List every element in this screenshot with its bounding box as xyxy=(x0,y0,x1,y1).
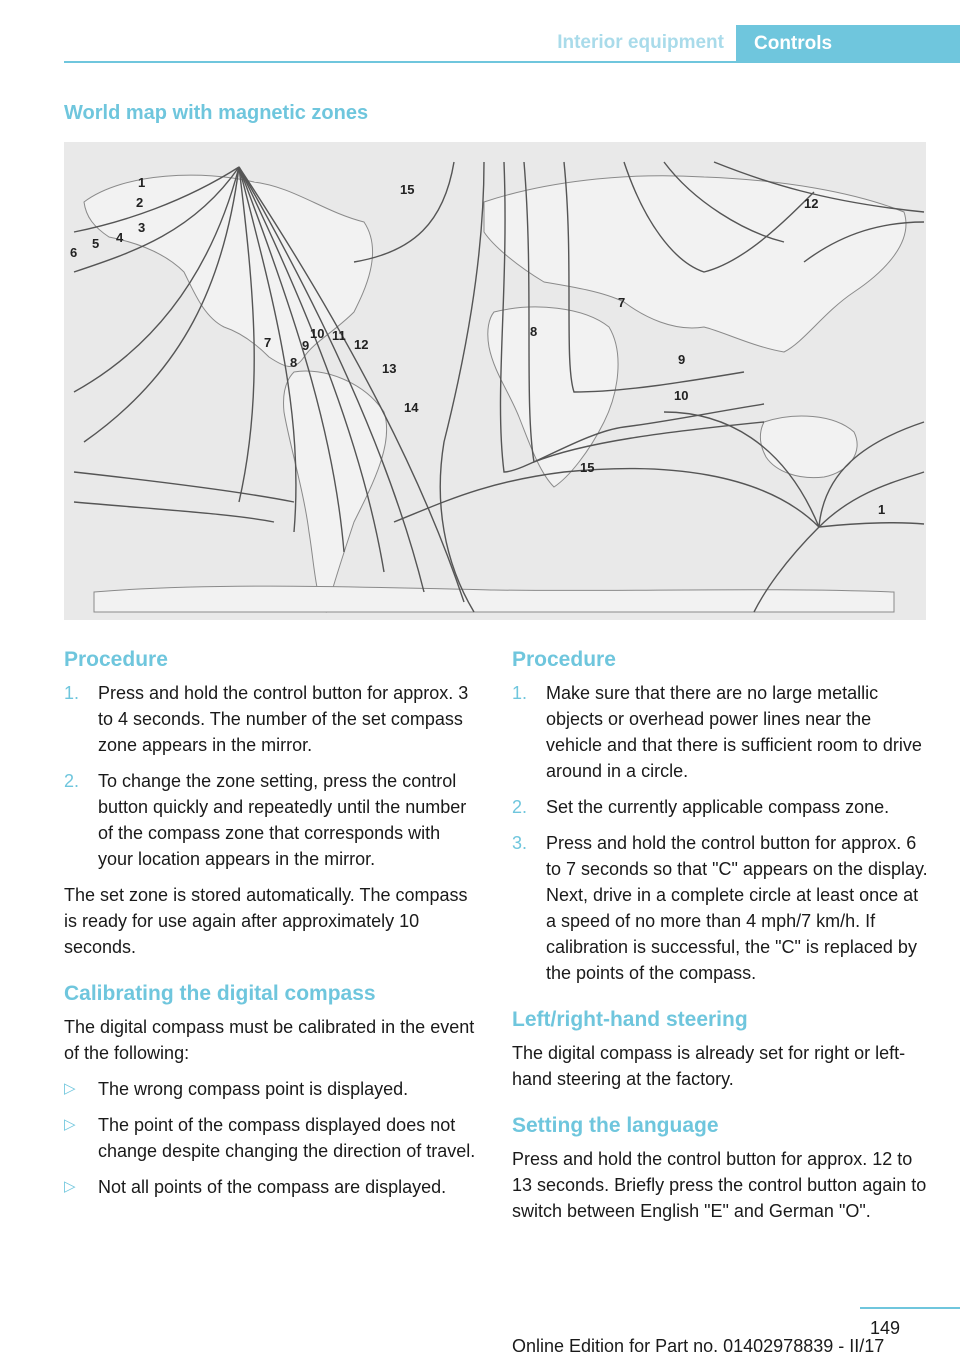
stored-paragraph: The set zone is stored automatically. The compass is ready for use again after approximately 10 seconds. xyxy=(64,885,468,957)
bullet-triangle-icon: ▷ xyxy=(64,1116,76,1133)
bullet-text: Not all points of the compass are displayed. xyxy=(98,1177,447,1197)
zone-label-8-africa: 8 xyxy=(530,324,538,339)
zone-label-5: 5 xyxy=(92,236,100,251)
header-chapter-tab: Controls xyxy=(736,25,960,62)
bullet-triangle-icon: ▷ xyxy=(64,1178,76,1195)
zone-label-15: 15 xyxy=(400,182,415,197)
antarctica-shape xyxy=(94,586,894,612)
calibrate-bullet xyxy=(64,1112,480,1164)
left-column xyxy=(64,646,480,1210)
zone-label-14: 14 xyxy=(404,400,419,415)
zone-label-8: 8 xyxy=(290,355,298,370)
bullet-text: The wrong compass point is displayed. xyxy=(98,1079,409,1099)
step-number: 1. xyxy=(512,683,528,703)
step-number: 1. xyxy=(64,683,80,703)
australia-shape xyxy=(760,416,857,478)
right-procedure-step xyxy=(512,680,928,784)
calibrate-intro: The digital compass must be calibrated in the event of the following: xyxy=(64,1017,475,1063)
language-paragraph: Press and hold the control button for approx. 12 to 13 seconds. Briefly press the control button again to switch between English "E" and German "O". xyxy=(512,1149,927,1221)
zone-label-7-eurasia: 7 xyxy=(618,295,626,310)
right-column xyxy=(512,646,928,1230)
zone-label-10-indian: 10 xyxy=(674,388,689,403)
step-text: Set the currently applicable compass zone. xyxy=(546,797,890,817)
left-procedure-step xyxy=(64,680,480,758)
zone-label-2: 2 xyxy=(136,195,144,210)
south-america-shape xyxy=(283,371,386,612)
calibrate-bullet xyxy=(64,1174,480,1200)
bullet-triangle-icon: ▷ xyxy=(64,1080,76,1097)
right-procedure-step xyxy=(512,830,928,986)
zone-label-3: 3 xyxy=(138,220,146,235)
zone-label-15-south: 15 xyxy=(580,460,595,475)
header-rule xyxy=(64,61,960,63)
steering-paragraph: The digital compass is already set for right or left-hand steering at the factory. xyxy=(512,1043,906,1089)
zone-label-9: 9 xyxy=(302,338,310,353)
zone-label-13: 13 xyxy=(382,361,397,376)
footer-rule xyxy=(860,1307,960,1309)
zone-label-10: 10 xyxy=(310,326,325,341)
steering-heading: Left/right-hand steering xyxy=(512,1008,748,1031)
world-magnetic-zone-map xyxy=(64,142,926,620)
zone-label-6: 6 xyxy=(70,245,78,260)
footer-edition: Online Edition for Part no. 01402978839 - II/17 xyxy=(512,1336,885,1356)
step-text: Press and hold the control button for approx. 3 to 4 seconds. The number of the set compass zone appears in the mirror. xyxy=(98,683,469,755)
step-number: 3. xyxy=(512,833,528,853)
language-heading: Setting the language xyxy=(512,1114,719,1137)
zone-label-7: 7 xyxy=(264,335,272,350)
header-section-title: Interior equipment xyxy=(557,32,724,53)
right-procedure-step xyxy=(512,794,928,820)
calibrate-bullet xyxy=(64,1076,480,1102)
zone-label-9-indian: 9 xyxy=(678,352,686,367)
left-procedure-heading: Procedure xyxy=(64,648,168,671)
zone-label-11: 11 xyxy=(332,328,346,343)
calibrate-heading: Calibrating the digital compass xyxy=(64,982,376,1005)
left-procedure-step xyxy=(64,768,480,872)
page-number: 149 xyxy=(869,1318,900,1338)
step-text: Make sure that there are no large metallic objects or overhead power lines near the vehicle and that there is sufficient room to drive around in a circle. xyxy=(546,683,922,781)
africa-shape xyxy=(488,307,618,487)
zone-label-1: 1 xyxy=(138,175,146,190)
step-number: 2. xyxy=(512,797,528,817)
zone-label-12: 12 xyxy=(354,337,369,352)
zone-label-4: 4 xyxy=(116,230,124,245)
step-text: Press and hold the control button for approx. 6 to 7 seconds so that "C" appears on the display. Next, drive in a complete circle at least once at a speed of no more than 4 mph/7 km/h. If calibration is successful, the "C" is replaced by the points of the compass. xyxy=(546,833,928,983)
step-number: 2. xyxy=(64,771,80,791)
map-svg xyxy=(64,142,926,620)
map-title: World map with magnetic zones xyxy=(64,102,369,124)
step-text: To change the zone setting, press the control button quickly and repeatedly until the number of the compass zone that corresponds with your location appears in the mirror. xyxy=(98,771,467,869)
bullet-text: The point of the compass displayed does not change despite changing the direction of travel. xyxy=(98,1115,476,1161)
zone-label-1-east: 1 xyxy=(878,502,886,517)
right-procedure-heading: Procedure xyxy=(512,648,616,671)
zone-label-12-asia: 12 xyxy=(804,196,819,211)
